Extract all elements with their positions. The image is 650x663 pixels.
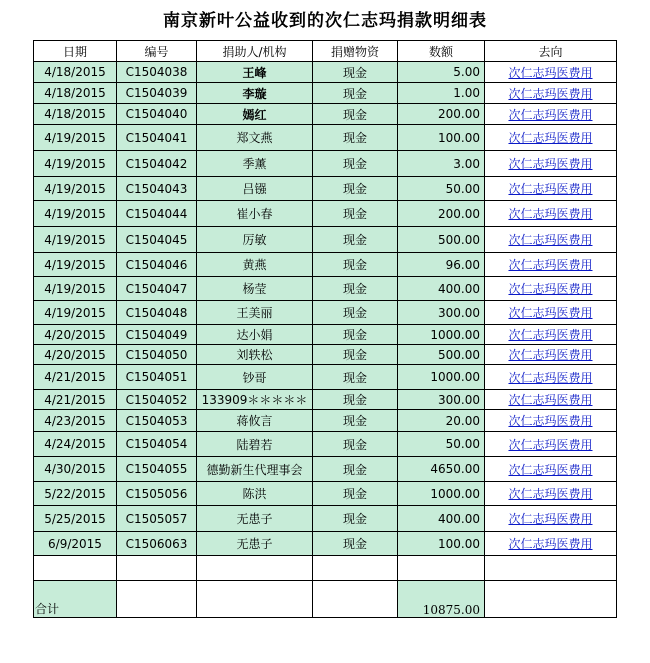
total-empty-cell[interactable] [485,581,617,618]
date-cell[interactable]: 4/19/2015 [34,201,117,227]
date-cell[interactable]: 4/19/2015 [34,125,117,151]
amount-cell[interactable]: 1.00 [398,83,485,104]
date-cell[interactable]: 5/22/2015 [34,482,117,506]
blank-cell[interactable] [197,556,313,581]
date-cell[interactable]: 5/25/2015 [34,506,117,532]
type-cell[interactable]: 现金 [313,104,398,125]
purpose-cell[interactable] [485,227,617,253]
table-row [34,365,617,390]
code-cell[interactable]: C1504050 [117,345,197,365]
code-cell[interactable]: C1504043 [117,177,197,201]
purpose-cell[interactable] [485,277,617,301]
purpose-link[interactable]: 次仁志玛医费用 [508,258,593,272]
amount-cell[interactable]: 100.00 [398,125,485,151]
table-row [34,177,617,201]
page-title: 南京新叶公益收到的次仁志玛捐款明细表 [163,11,487,31]
amount-cell[interactable]: 20.00 [398,410,485,432]
purpose-link[interactable]: 次仁志玛医费用 [508,462,593,477]
code-cell[interactable]: C1504049 [117,325,197,345]
table-row [34,432,617,457]
type-cell[interactable]: 现金 [313,125,398,151]
date-cell[interactable]: 6/9/2015 [34,532,117,556]
purpose-link[interactable]: 次仁志玛医费用 [508,107,593,122]
amount-cell[interactable]: 400.00 [398,277,485,301]
blank-cell[interactable] [117,556,197,581]
type-cell[interactable]: 现金 [313,482,398,506]
type-cell[interactable]: 现金 [313,432,398,457]
donor-cell[interactable]: 无患子 [197,506,313,532]
date-cell[interactable]: 4/20/2015 [34,325,117,345]
date-cell[interactable]: 4/21/2015 [34,365,117,390]
table-row [34,390,617,410]
code-cell[interactable]: C1504039 [117,83,197,104]
amount-cell[interactable]: 1000.00 [398,482,485,506]
donor-cell[interactable]: 季薰 [197,151,313,177]
donor-cell[interactable]: 133909＊＊＊＊＊ [197,390,313,410]
purpose-cell[interactable] [485,325,617,345]
purpose-link[interactable]: 次仁志玛医费用 [508,207,593,221]
purpose-link[interactable]: 次仁志玛医费用 [508,487,593,501]
table-row [34,151,617,177]
table-row [34,457,617,482]
purpose-cell[interactable] [485,365,617,390]
code-cell[interactable]: C1504055 [117,457,197,482]
total-row [34,581,617,618]
purpose-link[interactable]: 次仁志玛医费用 [508,414,593,428]
type-cell[interactable]: 现金 [313,325,398,345]
amount-cell[interactable]: 96.00 [398,253,485,277]
donor-cell[interactable]: 吕镪 [197,177,313,201]
table-row [34,125,617,151]
purpose-link[interactable]: 次仁志玛医费用 [508,512,593,526]
total-empty-cell[interactable] [313,581,398,618]
date-cell[interactable]: 4/19/2015 [34,277,117,301]
purpose-link[interactable]: 次仁志玛医费用 [508,282,593,296]
purpose-cell[interactable] [485,151,617,177]
donor-cell[interactable]: 黄燕 [197,253,313,277]
donor-cell[interactable]: 达小娟 [197,325,313,345]
purpose-cell[interactable] [485,482,617,506]
date-cell[interactable]: 4/24/2015 [34,432,117,457]
purpose-cell[interactable] [485,432,617,457]
code-cell[interactable]: C1504046 [117,253,197,277]
code-cell[interactable]: C1504053 [117,410,197,432]
date-cell[interactable]: 4/19/2015 [34,177,117,201]
amount-cell[interactable]: 500.00 [398,227,485,253]
purpose-link[interactable]: 次仁志玛医费用 [508,348,593,362]
purpose-link[interactable]: 次仁志玛医费用 [508,537,593,551]
code-cell[interactable]: C1504047 [117,277,197,301]
purpose-cell[interactable] [485,83,617,104]
purpose-cell[interactable] [485,104,617,125]
amount-cell[interactable]: 1000.00 [398,365,485,390]
blank-cell[interactable] [398,556,485,581]
type-cell[interactable]: 现金 [313,62,398,83]
code-cell[interactable]: C1504045 [117,227,197,253]
purpose-cell[interactable] [485,390,617,410]
code-cell[interactable]: C1505056 [117,482,197,506]
purpose-link[interactable]: 次仁志玛医费用 [508,86,593,101]
date-cell[interactable]: 4/23/2015 [34,410,117,432]
type-cell[interactable]: 现金 [313,227,398,253]
purpose-cell[interactable] [485,506,617,532]
code-cell[interactable]: C1504042 [117,151,197,177]
date-cell[interactable]: 4/19/2015 [34,151,117,177]
purpose-link[interactable]: 次仁志玛医费用 [508,328,593,342]
table-row [34,482,617,506]
donor-cell[interactable]: 崔小春 [197,201,313,227]
purpose-link[interactable]: 次仁志玛医费用 [508,393,593,407]
purpose-link[interactable]: 次仁志玛医费用 [508,437,593,452]
blank-cell[interactable] [485,556,617,581]
purpose-link[interactable]: 次仁志玛医费用 [508,306,593,320]
table-row [34,325,617,345]
type-cell[interactable]: 现金 [313,201,398,227]
table-header-row [34,41,617,62]
blank-row [34,556,617,581]
purpose-cell[interactable] [485,301,617,325]
amount-cell[interactable]: 300.00 [398,301,485,325]
code-cell[interactable]: C1504041 [117,125,197,151]
date-cell[interactable]: 4/30/2015 [34,457,117,482]
amount-cell[interactable]: 1000.00 [398,325,485,345]
column-header-date[interactable]: 日期 [34,41,117,62]
purpose-link[interactable]: 次仁志玛医费用 [508,182,593,196]
column-header-type[interactable]: 捐赠物资 [313,41,398,62]
donor-cell[interactable]: 刘轶松 [197,345,313,365]
total-empty-cell[interactable] [197,581,313,618]
type-cell[interactable]: 现金 [313,301,398,325]
code-cell[interactable]: C1506063 [117,532,197,556]
table-row [34,83,617,104]
code-cell[interactable]: C1504051 [117,365,197,390]
type-cell[interactable]: 现金 [313,365,398,390]
type-cell[interactable]: 现金 [313,410,398,432]
purpose-cell[interactable] [485,177,617,201]
date-cell[interactable]: 4/19/2015 [34,253,117,277]
donor-cell[interactable]: 郑文燕 [197,125,313,151]
date-cell[interactable]: 4/20/2015 [34,345,117,365]
donor-cell[interactable]: 德勤新生代理事会 [197,457,313,482]
table-row [34,201,617,227]
blank-cell[interactable] [34,556,117,581]
date-cell[interactable]: 4/18/2015 [34,83,117,104]
date-cell[interactable]: 4/18/2015 [34,104,117,125]
purpose-cell[interactable] [485,201,617,227]
column-header-donor[interactable]: 捐助人/机构 [197,41,313,62]
donor-cell[interactable]: 厉敏 [197,227,313,253]
donor-cell[interactable]: 钞哥 [197,365,313,390]
purpose-link[interactable]: 次仁志玛医费用 [508,157,593,171]
date-cell[interactable]: 4/21/2015 [34,390,117,410]
donor-cell[interactable]: 蒋攸言 [197,410,313,432]
amount-cell[interactable]: 400.00 [398,506,485,532]
type-cell[interactable]: 现金 [313,506,398,532]
table-row [34,410,617,432]
table-row [34,227,617,253]
donor-cell[interactable]: 陈洪 [197,482,313,506]
code-cell[interactable]: C1504048 [117,301,197,325]
donor-cell[interactable]: 嫣红 [197,104,313,125]
amount-cell[interactable]: 3.00 [398,151,485,177]
blank-cell[interactable] [313,556,398,581]
code-cell[interactable]: C1504038 [117,62,197,83]
purpose-cell[interactable] [485,345,617,365]
table-row [34,253,617,277]
donor-cell[interactable]: 王峰 [197,62,313,83]
amount-cell[interactable]: 5.00 [398,62,485,83]
table-row [34,277,617,301]
table-row [34,345,617,365]
amount-cell[interactable]: 200.00 [398,104,485,125]
type-cell[interactable]: 现金 [313,277,398,301]
code-cell[interactable]: C1504052 [117,390,197,410]
table-row [34,506,617,532]
donor-cell[interactable]: 李璇 [197,83,313,104]
type-cell[interactable]: 现金 [313,177,398,201]
type-cell[interactable]: 现金 [313,390,398,410]
type-cell[interactable]: 现金 [313,345,398,365]
donor-cell[interactable]: 无患子 [197,532,313,556]
donor-cell[interactable]: 王美丽 [197,301,313,325]
date-cell[interactable]: 4/19/2015 [34,227,117,253]
table-row [34,104,617,125]
amount-cell[interactable]: 200.00 [398,201,485,227]
table-row [34,301,617,325]
purpose-cell[interactable] [485,125,617,151]
code-cell[interactable]: C1504040 [117,104,197,125]
donor-cell[interactable]: 陆碧若 [197,432,313,457]
amount-cell[interactable]: 4650.00 [398,457,485,482]
purpose-link[interactable]: 次仁志玛医费用 [508,233,593,247]
date-cell[interactable]: 4/18/2015 [34,62,117,83]
code-cell[interactable]: C1505057 [117,506,197,532]
purpose-link[interactable]: 次仁志玛医费用 [508,370,593,385]
donation-table [33,40,617,618]
purpose-cell[interactable] [485,253,617,277]
table-row [34,62,617,83]
type-cell[interactable]: 现金 [313,253,398,277]
amount-cell[interactable]: 50.00 [398,177,485,201]
purpose-cell[interactable] [485,532,617,556]
purpose-link[interactable]: 次仁志玛医费用 [508,65,593,80]
total-amount[interactable]: 10875.00 [398,581,485,618]
type-cell[interactable]: 现金 [313,457,398,482]
column-header-amount[interactable]: 数额 [398,41,485,62]
type-cell[interactable]: 现金 [313,532,398,556]
column-header-purpose[interactable]: 去向 [485,41,617,62]
purpose-cell[interactable] [485,62,617,83]
type-cell[interactable]: 现金 [313,151,398,177]
code-cell[interactable]: C1504054 [117,432,197,457]
date-cell[interactable]: 4/19/2015 [34,301,117,325]
amount-cell[interactable]: 500.00 [398,345,485,365]
purpose-link[interactable]: 次仁志玛医费用 [508,131,593,145]
column-header-code[interactable]: 编号 [117,41,197,62]
total-empty-cell[interactable] [117,581,197,618]
code-cell[interactable]: C1504044 [117,201,197,227]
amount-cell[interactable]: 50.00 [398,432,485,457]
type-cell[interactable]: 现金 [313,83,398,104]
purpose-cell[interactable] [485,457,617,482]
purpose-cell[interactable] [485,410,617,432]
amount-cell[interactable]: 300.00 [398,390,485,410]
table-row [34,532,617,556]
amount-cell[interactable]: 100.00 [398,532,485,556]
donor-cell[interactable]: 杨莹 [197,277,313,301]
total-label[interactable]: 合计 [34,581,117,618]
